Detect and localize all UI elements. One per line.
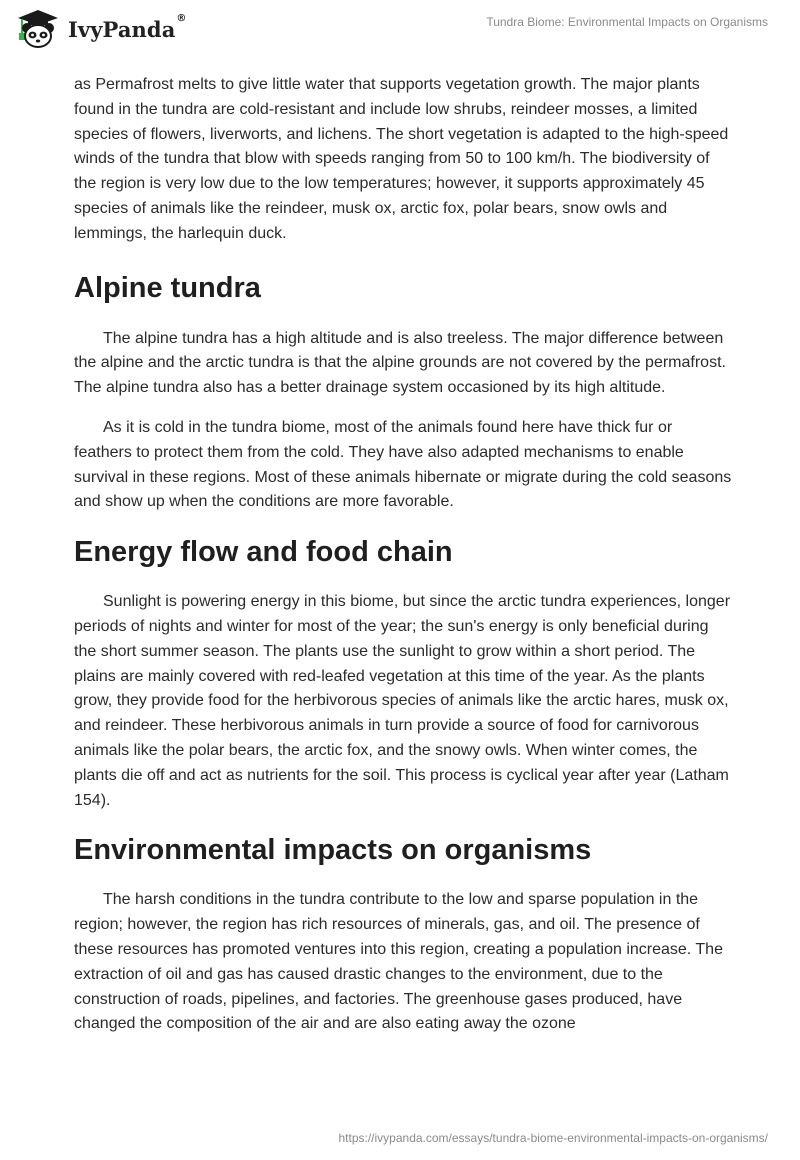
section-heading-environmental-impacts: Environmental impacts on organisms <box>74 834 592 867</box>
ivypanda-logo[interactable] <box>14 8 187 50</box>
paragraph: The harsh conditions in the tundra contribute to the low and sparse population in the region; however, the region has rich resources of minerals, gas, and oil. The presence of these resources has promoted ventures into this region, creating a population increase. The extraction of oil and gas has caused drastic changes to the environment, due to the construction of roads, pipelines, and factories. The greenhouse gases produced, have changed the composition of the air and are also eating away the ozone <box>74 891 723 1033</box>
section-heading-alpine-tundra: Alpine tundra <box>74 271 261 304</box>
panda-graduate-icon <box>14 8 62 50</box>
logo-wordmark <box>68 12 187 42</box>
paragraph: As it is cold in the tundra biome, most of the animals found here have thick fur or feathers to protect them from the cold. They have also adapted mechanisms to enable survival in these regions. Most of these animals hibernate or migrate during the cold seasons and show up when the conditions are more favorable. <box>74 418 732 511</box>
paragraph: Sunlight is powering energy in this biome, but since the arctic tundra experiences, longer periods of nights and winter for most of the year; the sun's energy is only beneficial during the short summer season. The plants use the sunlight to grow within a short period. The plains are mainly covered with red-leafed vegetation at this time of the year. As the plants grow, they provide food for the herbivorous species of animals like the arctic hares, musk ox, and reindeer. These herbivorous animals in turn provide a source of food for carnivorous animals like the polar bears, the arctic fox, and the snowy owls. When winter comes, the plants die off and act as nutrients for the soil. This process is cyclical year after year (Latham 154). <box>74 593 731 809</box>
document-title: Tundra Biome: Environmental Impacts on Organisms <box>486 15 768 29</box>
page-header <box>0 0 800 70</box>
logo-text: IvyPanda <box>68 16 176 42</box>
essay-content <box>74 73 734 1037</box>
registered-mark: ® <box>176 12 187 24</box>
intro-paragraph: as Permafrost melts to give little water that supports vegetation growth. The major plants found in the tundra are cold-resistant and include low shrubs, reindeer mosses, a limited species of flowers, liverworts, and lichens. The short vegetation is adapted to the high-speed winds of the tundra that blow with speeds ranging from 50 to 100 km/h. The biodiversity of the region is very low due to the low temperatures; however, it supports approximately 45 species of animals like the reindeer, musk ox, arctic fox, polar bears, snow owls and lemmings, the harlequin duck. <box>74 76 729 242</box>
source-url[interactable]: https://ivypanda.com/essays/tundra-biome-environmental-impacts-on-organisms/ <box>338 1131 768 1145</box>
section-heading-energy-flow: Energy flow and food chain <box>74 536 453 569</box>
paragraph: The alpine tundra has a high altitude and is also treeless. The major difference between the alpine and the arctic tundra is that the alpine grounds are not covered by the permafrost. The alpine tundra also has a better drainage system occasioned by its high altitude. <box>74 329 726 397</box>
